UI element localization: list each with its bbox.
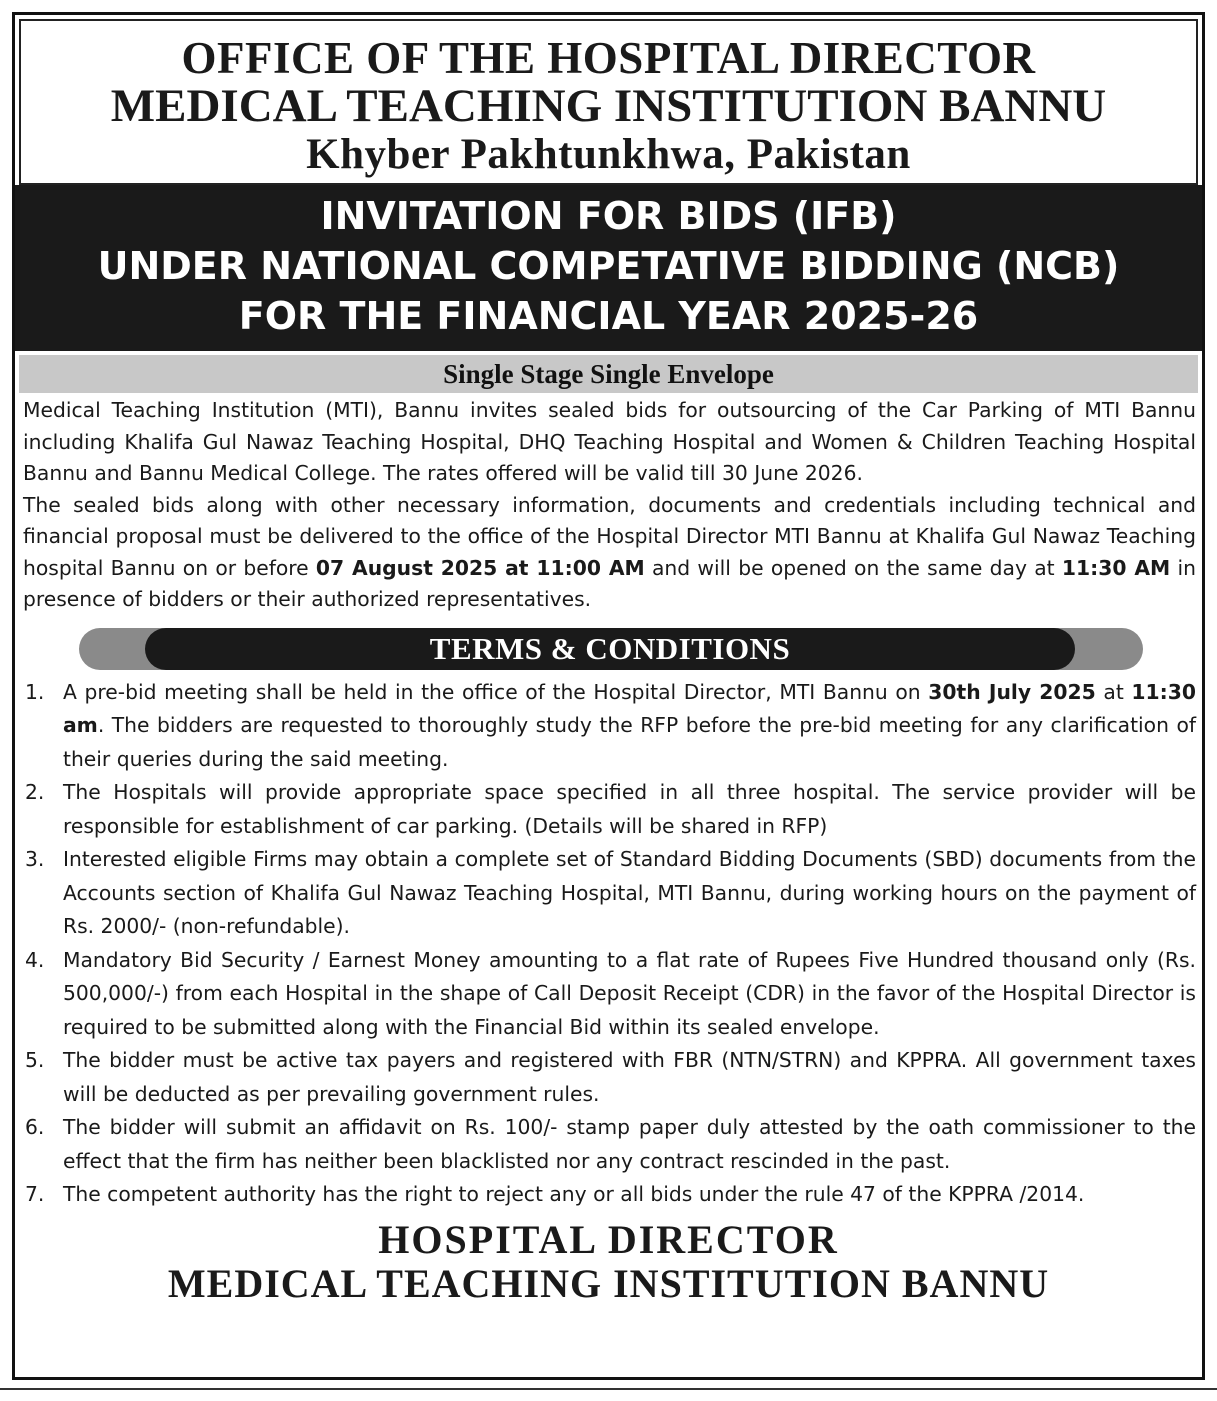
office-header [19, 19, 1198, 185]
signatory-title: HOSPITAL DIRECTOR [378, 1216, 839, 1262]
institution-name: MEDICAL TEACHING INSTITUTION BANNU [110, 80, 1107, 133]
ncb-subtitle: UNDER NATIONAL COMPETATIVE BIDDING (NCB) [97, 243, 1120, 288]
financial-year: FOR THE FINANCIAL YEAR 2025-26 [238, 294, 979, 339]
list-item [23, 1111, 1196, 1178]
term-1-text-b: at [1095, 679, 1132, 704]
intro-paragraph-2 [23, 490, 1196, 616]
term-5-text: The bidder must be active tax payers and registered with FBR (NTN/STRN) and KPPRA. All government taxes will be deducted as per prevailing government rules. [63, 1048, 1196, 1106]
bidding-stage-bar: Single Stage Single Envelope [19, 355, 1198, 393]
term-7-text: The competent authority has the right to reject any or all bids under the rule 47 of the KPPRA /2014. [63, 1182, 1085, 1207]
list-item [23, 1178, 1196, 1212]
office-title: OFFICE OF THE HOSPITAL DIRECTOR [181, 33, 1036, 83]
pre-bid-time: 11:30 am [63, 679, 1196, 738]
item-number: 2. [25, 780, 45, 805]
item-number: 5. [25, 1048, 45, 1073]
list-item [23, 776, 1196, 843]
submission-deadline: 07 August 2025 at 11:00 AM [315, 555, 645, 580]
intro-text [15, 393, 1202, 616]
ifb-banner [15, 185, 1202, 351]
pre-bid-date: 30th July 2025 [928, 679, 1096, 704]
term-6-text: The bidder will submit an affidavit on Rs. 100/- stamp paper duly attested by the oath commissioner to the effect that the firm has neither been blacklisted nor any contract rescinded in the past. [63, 1115, 1196, 1173]
term-1-text-c: . The bidders are requested to thoroughly study the RFP before the pre-bid meeting for any clarification of their queries during the said meeting. [63, 713, 1196, 771]
signatory-institution: MEDICAL TEACHING INSTITUTION BANNU [167, 1260, 1050, 1306]
term-1-text-a: A pre-bid meeting shall be held in the office of the Hospital Director, MTI Bannu on [63, 679, 929, 704]
terms-title: TERMS & CONDITIONS [145, 628, 1075, 670]
term-2-text: The Hospitals will provide appropriate space specified in all three hospital. The service provider will be responsible for establishment of car parking. (Details will be shared in RFP) [63, 780, 1196, 838]
item-number: 3. [25, 847, 45, 872]
intro-paragraph-1: Medical Teaching Institution (MTI), Bannu invites sealed bids for outsourcing of the Car Parking of MTI Bannu including Khalifa Gul Nawaz Teaching Hospital, DHQ Teaching Hospital and Women & Children Teaching Hospital Bannu and Bannu Medical College. The rates offered will be valid till 30 June 2026. [23, 398, 1196, 486]
intro-p2-text-c: in presence of bidders or their authorized representatives. [23, 555, 1196, 612]
bottom-divider [0, 1388, 1217, 1390]
province-country: Khyber Pakhtunkhwa, Pakistan [306, 130, 911, 178]
term-4-text: Mandatory Bid Security / Earnest Money amounting to a flat rate of Rupees Five Hundred thousand only (Rs. 500,000/-) from each Hospital in the shape of Call Deposit Receipt (CDR) in the favor of the Hospital Director is required to be submitted along with the Financial Bid within its sealed envelope. [63, 947, 1196, 1039]
term-3-text: Interested eligible Firms may obtain a complete set of Standard Bidding Documents (SBD) documents from the Accounts section of Khalifa Gul Nawaz Teaching Hospital, MTI Bannu, during working hours on the payment of Rs. 2000/- (non-refundable). [63, 847, 1196, 939]
intro-p2-text-b: and will be opened on the same day at [644, 555, 1062, 580]
ifb-title: INVITATION FOR BIDS (IFB) [320, 193, 897, 238]
terms-list [15, 676, 1202, 1212]
list-item [23, 843, 1196, 944]
signature-block [15, 1218, 1202, 1306]
list-item [23, 944, 1196, 1045]
opening-time: 11:30 AM [1061, 555, 1171, 580]
intro-p2-text-a: The sealed bids along with other necessary information, documents and credentials including technical and financial proposal must be delivered to the office of the Hospital Director MTI Bannu at Khalifa Gul Nawaz Teaching hospital Bannu on or before [23, 492, 1196, 580]
item-number: 1. [25, 679, 45, 704]
terms-heading [15, 626, 1202, 672]
list-item [23, 676, 1196, 777]
item-number: 6. [25, 1115, 45, 1140]
advertisement-frame [12, 12, 1205, 1380]
item-number: 4. [25, 947, 45, 972]
item-number: 7. [25, 1182, 45, 1207]
list-item [23, 1044, 1196, 1111]
